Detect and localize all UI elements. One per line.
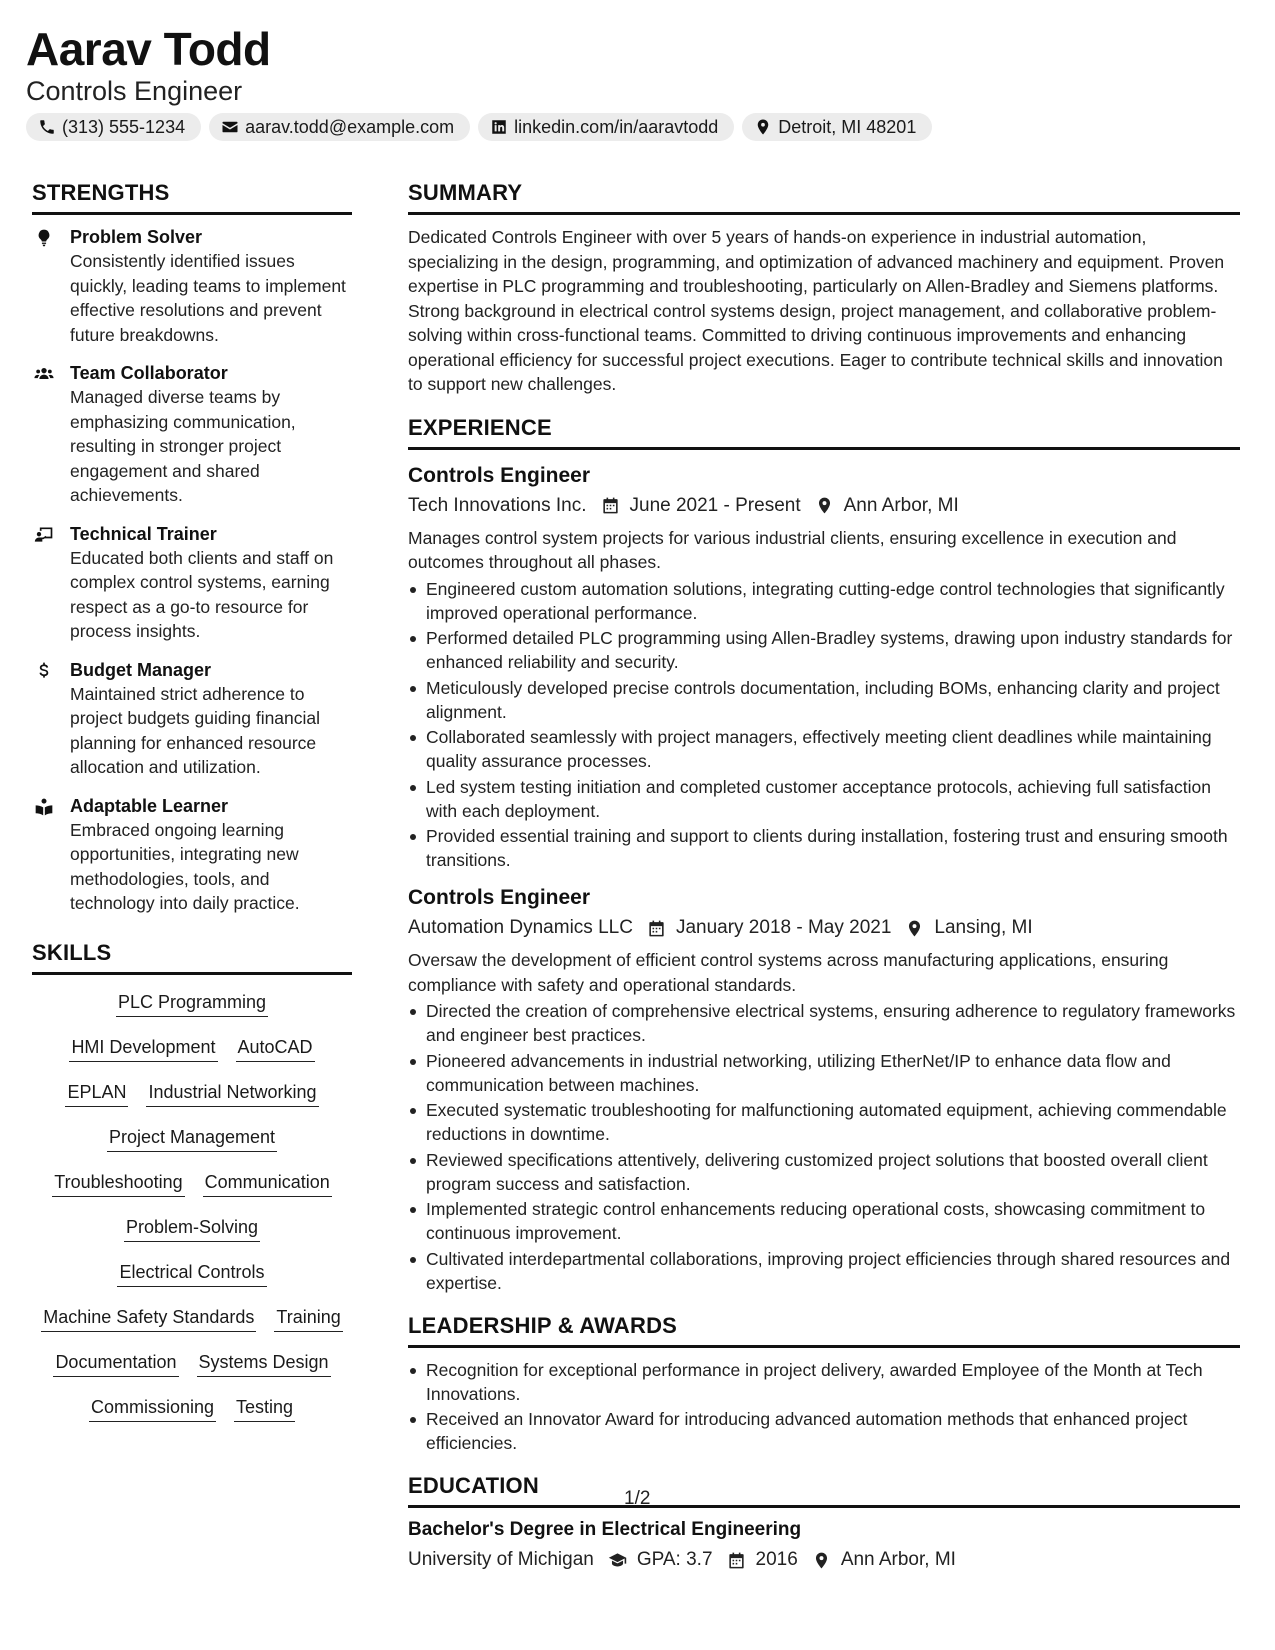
calendar-icon (647, 919, 666, 938)
summary-text: Dedicated Controls Engineer with over 5 years of hands-on experience in industrial automation, specializing in the design, programming, and optimization of advanced machinery and equipment. Proven expertise in PLC programming and troubleshooting, particularly on Allen-Bradley and Siemens platforms. Strong background in electrical control systems design, project management, and collaborative problem-solving within cross-functional teams. Committed to driving continuous improvements and enhancing operational efficiency for successful project executions. Eager to contribute technical skills and innovation to support new challenges. (408, 227, 1225, 394)
skill-tag: PLC Programming (116, 989, 268, 1017)
location-pin-icon (815, 496, 834, 515)
skill-tag: AutoCAD (236, 1034, 315, 1062)
leadership-list (408, 1358, 1240, 1456)
education-gpa: GPA: 3.7 (636, 1549, 713, 1570)
bullet-item: Reviewed specifications attentively, delivering customized project solutions that boosted overall client program success and satisfaction. (408, 1148, 1240, 1196)
contact-location (742, 113, 932, 141)
strength-item (32, 361, 352, 508)
strength-title: Technical Trainer (70, 523, 217, 544)
contact-phone-text: (313) 555-1234 (62, 116, 186, 137)
bullet-item: Pioneered advancements in industrial networking, utilizing EtherNet/IP to enhance data flow and communication between machines. (408, 1049, 1240, 1097)
education-meta (408, 1546, 1240, 1574)
bullet-item: Meticulously developed precise controls documentation, including BOMs, enhancing clarity and project alignment. (408, 676, 1240, 724)
lightbulb-icon (34, 228, 54, 248)
location-pin-icon (905, 919, 924, 938)
skill-tag: Training (274, 1304, 342, 1332)
contact-linkedin-text: linkedin.com/in/aaravtodd (514, 116, 719, 137)
skill-tag: Systems Design (197, 1349, 331, 1377)
skill-tag: Electrical Controls (117, 1259, 266, 1287)
school-name: University of Michigan (408, 1549, 594, 1570)
job-dates: June 2021 - Present (629, 494, 801, 516)
strength-item (32, 658, 352, 780)
contact-bar (26, 113, 932, 141)
book-reader-icon (34, 797, 54, 817)
skill-tag: EPLAN (65, 1079, 128, 1107)
experience-section (408, 413, 1240, 1295)
bullet-item: Executed systematic troubleshooting for malfunctioning automated equipment, achieving commendable reductions in downtime. (408, 1098, 1240, 1146)
education-heading: EDUCATION (408, 1471, 1240, 1508)
strength-desc: Educated both clients and staff on complex control systems, earning respect as a go-to resource for process insights. (70, 547, 334, 641)
calendar-icon (727, 1551, 746, 1570)
job-bullets (408, 999, 1240, 1295)
bullet-item: Performed detailed PLC programming using Allen-Bradley systems, drawing upon industry standards for enhanced reliability and security. (408, 626, 1240, 674)
skill-tag: Troubleshooting (52, 1169, 184, 1197)
strength-title: Budget Manager (70, 659, 212, 680)
contact-location-text: Detroit, MI 48201 (778, 116, 917, 137)
job-company: Automation Dynamics LLC (408, 917, 633, 938)
bullet-item: Received an Innovator Award for introducing advanced automation methods that enhanced project efficiencies. (408, 1407, 1240, 1455)
job-meta (408, 492, 1240, 520)
job-dates: January 2018 - May 2021 (675, 917, 892, 938)
skill-tag: Commissioning (89, 1394, 216, 1422)
strength-desc: Consistently identified issues quickly, leading teams to implement effective resolutions and prevent future breakdowns. (70, 251, 346, 345)
job-company: Tech Innovations Inc. (408, 494, 587, 516)
strengths-list (32, 225, 352, 916)
calendar-icon (601, 496, 620, 515)
users-icon (34, 364, 54, 384)
bullet-item: Directed the creation of comprehensive electrical systems, ensuring adherence to regulatory frameworks and engineer best practices. (408, 999, 1240, 1047)
skill-tag: Machine Safety Standards (41, 1304, 256, 1332)
leadership-section (408, 1311, 1240, 1456)
strength-item (32, 225, 352, 347)
job-location: Lansing, MI (934, 917, 1033, 938)
phone-icon (38, 118, 56, 136)
bullet-item: Engineered custom automation solutions, integrating cutting-edge control technologies that significantly improved operational performance. (408, 577, 1240, 625)
candidate-name: Aarav Todd (26, 23, 271, 75)
bullet-item: Cultivated interdepartmental collaborations, improving project efficiencies through shared resources and expertise. (408, 1247, 1240, 1295)
strength-desc: Managed diverse teams by emphasizing communication, resulting in stronger project engagement and shared achievements. (70, 387, 296, 505)
contact-phone[interactable] (26, 113, 201, 141)
skill-tag: Project Management (107, 1124, 277, 1152)
right-column (408, 178, 1240, 1574)
location-pin-icon (754, 118, 772, 136)
summary-section (408, 178, 1240, 397)
skill-tag: Communication (203, 1169, 332, 1197)
contact-email[interactable] (209, 113, 470, 141)
job-entry (408, 884, 1240, 1295)
strength-item (32, 522, 352, 644)
summary-heading: SUMMARY (408, 178, 1240, 215)
job-title: Controls Engineer (408, 463, 591, 487)
education-section (408, 1471, 1240, 1574)
skill-tag: Documentation (53, 1349, 178, 1377)
dollar-icon (34, 661, 54, 681)
job-description: Manages control system projects for various industrial clients, ensuring excellence in execution and outcomes throughout all phases. (408, 527, 1177, 572)
strength-item (32, 794, 352, 916)
envelope-icon (221, 118, 239, 136)
strength-desc: Embraced ongoing learning opportunities, integrating new methodologies, tools, and technology into daily practice. (70, 819, 300, 913)
skills-heading: SKILLS (32, 938, 352, 975)
strengths-heading: STRENGTHS (32, 178, 352, 215)
bullet-item: Led system testing initiation and completed customer acceptance protocols, achieving full satisfaction with each deployment. (408, 775, 1240, 823)
strength-title: Problem Solver (70, 227, 203, 247)
skills-list (32, 989, 352, 1439)
degree-title: Bachelor's Degree in Electrical Engineering (408, 1519, 802, 1540)
skill-tag: HMI Development (69, 1034, 217, 1062)
skill-tag: Industrial Networking (146, 1079, 318, 1107)
chalkboard-teacher-icon (34, 525, 54, 545)
job-title: Controls Engineer (408, 886, 591, 909)
job-entry (408, 462, 1240, 873)
bullet-item: Collaborated seamlessly with project managers, effectively meeting client deadlines while maintaining quality assurance processes. (408, 725, 1240, 773)
bullet-item: Provided essential training and support to clients during installation, fostering trust and ensuring smooth transitions. (408, 824, 1240, 872)
location-pin-icon (812, 1551, 831, 1570)
job-bullets (408, 577, 1240, 873)
education-year: 2016 (755, 1549, 798, 1570)
contact-email-text: aarav.todd@example.com (245, 116, 455, 137)
strength-title: Team Collaborator (70, 363, 228, 383)
education-location: Ann Arbor, MI (840, 1549, 956, 1570)
skill-tag: Testing (234, 1394, 295, 1422)
strength-title: Adaptable Learner (70, 795, 229, 816)
left-column (32, 178, 352, 1439)
contact-linkedin[interactable] (478, 113, 734, 141)
candidate-title: Controls Engineer (26, 76, 243, 106)
job-description: Oversaw the development of efficient control systems across manufacturing applications, ensuring compliance with safety and operational standards. (408, 950, 1169, 995)
page-number: 1/2 (624, 1488, 651, 1509)
linkedin-icon (490, 118, 508, 136)
job-location: Ann Arbor, MI (843, 494, 959, 516)
experience-heading: EXPERIENCE (408, 413, 1240, 450)
skills-section (32, 938, 352, 1439)
bullet-item: Recognition for exceptional performance in project delivery, awarded Employee of the Month at Tech Innovations. (408, 1358, 1240, 1406)
skill-tag: Problem-Solving (124, 1214, 260, 1242)
leadership-heading: LEADERSHIP & AWARDS (408, 1311, 1240, 1348)
graduation-cap-icon (608, 1551, 627, 1570)
bullet-item: Implemented strategic control enhancements reducing operational costs, showcasing commitment to continuous improvement. (408, 1197, 1240, 1245)
strength-desc: Maintained strict adherence to project budgets guiding financial planning for enhanced resource allocation and utilization. (70, 683, 321, 777)
job-meta (408, 914, 1240, 942)
